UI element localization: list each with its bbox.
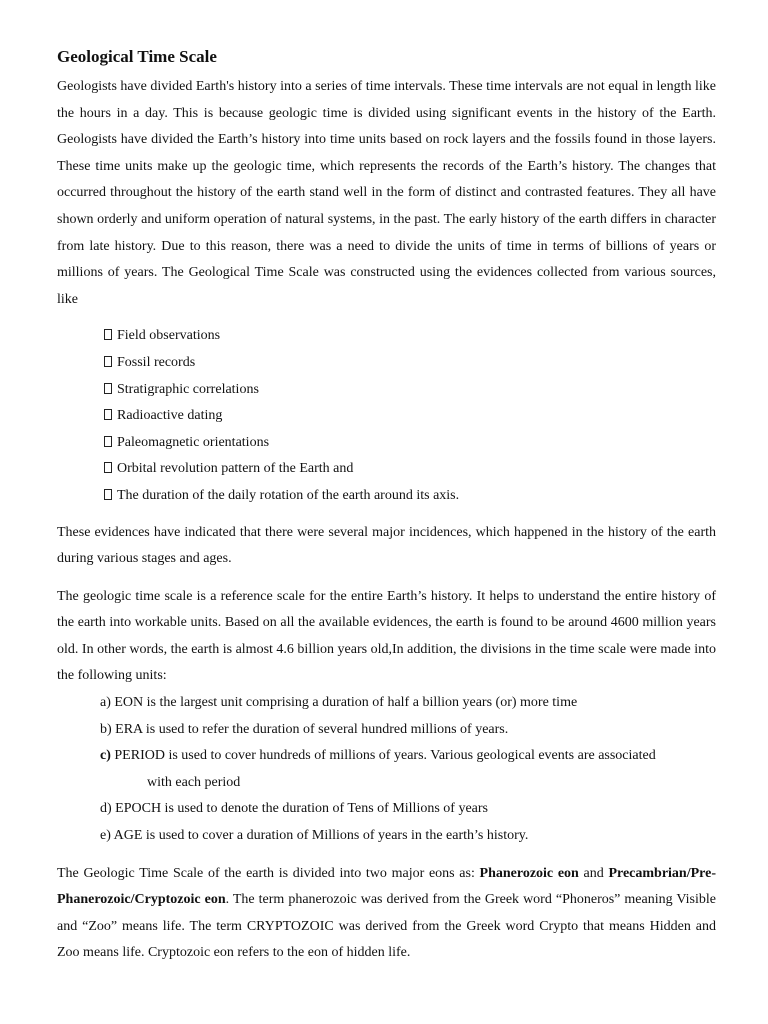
list-item: Radioactive dating [104, 403, 716, 430]
checkbox-icon [104, 489, 112, 500]
intro-paragraph: Geologists have divided Earth's history into a series of time intervals. These time intervals are not equal in length like the hours in a day. This is because geologic time is divided using significant events in the history of the Earth. Geologists have divided the Earth’s history into time units based on rock layers and the fossils found in those layers. These time units make up the geologic time, which represents the records of the Earth’s history. The changes that occurred throughout the history of the earth stand well in the form of distinct and contrasted features. They all have shown orderly and uniform operation of natural systems, in the past. The early history of the earth differs in character from late history. Due to this reason, there was a need to divide the units of time in terms of billions of years or millions of years. The Geological Time Scale was constructed using the evidences collected from various sources, like [57, 79, 716, 307]
list-item: Field observations [104, 323, 716, 350]
list-item: Orbital revolution pattern of the Earth and [104, 456, 716, 483]
unit-epoch: d) EPOCH is used to denote the duration of Tens of Millions of years [100, 801, 488, 817]
unit-age: e) AGE is used to cover a duration of Millions of years in the earth’s history. [100, 828, 529, 844]
unit-eon: a) EON is the largest unit comprising a duration of half a billion years (or) more time [100, 695, 578, 711]
checkbox-icon [104, 329, 112, 340]
checkbox-icon [104, 383, 112, 394]
checkbox-icon [104, 436, 112, 447]
eons-paragraph: The Geologic Time Scale of the earth is divided into two major eons as: Phanerozoic eon and Precambrian/Pre-Phanerozoic/Cryptozoic eon. The term phanerozoic was derived from the Greek word “Phoneros” meaning Visible and “Zoo” means life. The term CRYPTOZOIC was derived from the Greek word Crypto that means Hidden and Zoo means life. Cryptozoic eon refers to the eon of hidden life. [57, 865, 716, 961]
unit-period: c) PERIOD is used to cover hundreds of millions of years. Various geological events are associated with each period [100, 748, 656, 790]
evidence-summary-paragraph: These evidences have indicated that there were several major incidences, which happened in the history of the earth during various stages and ages. [57, 524, 716, 567]
checkbox-icon [104, 462, 112, 473]
list-item: The duration of the daily rotation of the earth around its axis. [104, 483, 716, 510]
list-item: Paleomagnetic orientations [104, 430, 716, 457]
evidence-list [57, 323, 716, 509]
checkbox-icon [104, 356, 112, 367]
list-item: Fossil records [104, 350, 716, 377]
list-item: Stratigraphic correlations [104, 377, 716, 404]
time-scale-paragraph: The geologic time scale is a reference scale for the entire Earth’s history. It helps to understand the entire history of the earth into workable units. Based on all the available evidences, the earth is found to be around 4600 million years old. In other words, the earth is almost 4.6 billion years old,In addition, the divisions in the time scale were made into the following units: [57, 588, 716, 684]
unit-era: b) ERA is used to refer the duration of several hundred millions of years. [100, 721, 509, 737]
checkbox-icon [104, 409, 112, 420]
page-title: Geological Time Scale [57, 47, 217, 66]
units-list [57, 690, 716, 850]
